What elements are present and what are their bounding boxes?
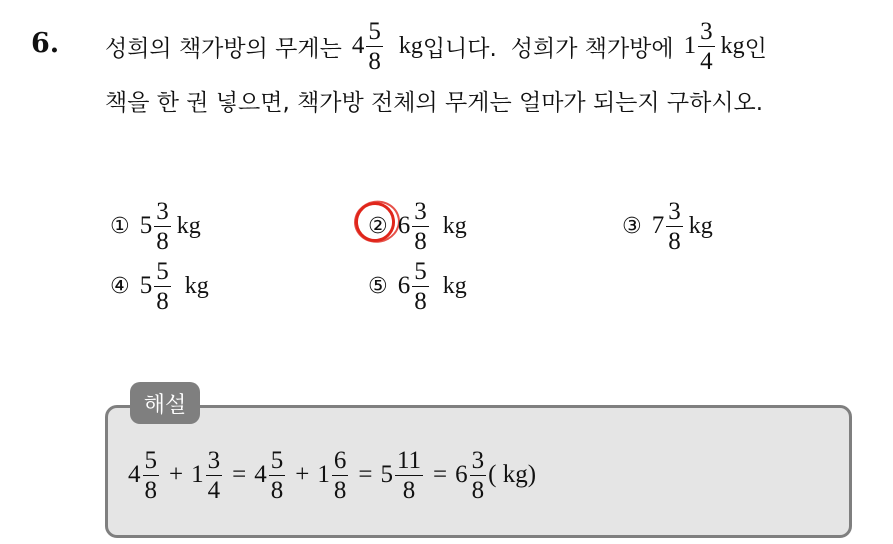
numerator: 6 — [333, 446, 347, 474]
weight1-fraction — [366, 19, 383, 74]
weight2-whole: 1 — [683, 32, 697, 59]
numerator: 11 — [396, 446, 422, 474]
denominator: 4 — [700, 47, 713, 75]
term-fraction — [206, 448, 223, 503]
choice-fraction — [412, 259, 429, 314]
denominator: 8 — [402, 476, 416, 504]
choice-mark: ⑤ — [368, 273, 388, 299]
plus-sign: + — [169, 461, 184, 488]
term-fraction — [143, 448, 160, 503]
numerator: 5 — [156, 257, 169, 285]
term-fraction — [395, 448, 423, 503]
choice-unit: kg — [184, 272, 209, 299]
numerator: 5 — [270, 446, 284, 474]
numerator: 3 — [471, 446, 485, 474]
equals-sign: = — [232, 461, 247, 488]
denominator: 8 — [368, 47, 381, 75]
denominator: 8 — [668, 227, 681, 255]
choice-whole: 7 — [651, 212, 665, 239]
question-text: 책을 한 권 넣으면, 책가방 전체의 무게는 얼마가 되는지 구하시오. — [105, 89, 764, 116]
term-fraction — [269, 448, 286, 503]
term-whole: 6 — [455, 461, 468, 488]
numerator: 3 — [700, 17, 713, 45]
question-number: 6. — [31, 28, 60, 59]
term-fraction — [470, 448, 487, 503]
question-line-2 — [105, 80, 763, 120]
choice-whole: 6 — [397, 212, 411, 239]
question-line-1 — [105, 18, 767, 74]
choice-mark: ① — [110, 213, 130, 239]
choice-whole: 5 — [139, 212, 153, 239]
numerator: 3 — [668, 197, 681, 225]
question-text: 입니다. — [422, 35, 497, 62]
choice-whole: 6 — [397, 272, 411, 299]
choice-2[interactable] — [368, 196, 467, 256]
question-text: 성희의 책가방의 무게는 — [105, 35, 342, 62]
denominator: 8 — [414, 287, 427, 315]
term-fraction — [332, 448, 349, 503]
choice-whole: 5 — [139, 272, 153, 299]
solution-tag: 해설 — [130, 382, 200, 424]
term-whole: 4 — [128, 461, 141, 488]
denominator: 8 — [333, 476, 347, 504]
numerator: 5 — [144, 446, 157, 474]
choice-mark: ④ — [110, 273, 130, 299]
equals-sign: = — [433, 461, 448, 488]
weight1-unit: kg — [398, 32, 423, 59]
question-text: 성희가 책가방에 — [510, 35, 674, 62]
choice-fraction — [412, 199, 429, 254]
choice-unit: kg — [442, 212, 467, 239]
denominator: 4 — [207, 476, 221, 504]
denominator: 8 — [156, 287, 169, 315]
numerator: 3 — [156, 197, 169, 225]
choice-5[interactable] — [368, 256, 467, 316]
equals-sign: = — [358, 461, 373, 488]
result-unit: ( kg) — [488, 461, 537, 488]
term-whole: 1 — [317, 461, 330, 488]
solution-equation — [128, 440, 536, 510]
term-whole: 5 — [380, 461, 393, 488]
choice-unit: kg — [688, 212, 713, 239]
denominator: 8 — [471, 476, 485, 504]
numerator: 5 — [414, 257, 427, 285]
choice-1[interactable] — [110, 196, 201, 256]
numerator: 3 — [207, 446, 221, 474]
weight1-whole: 4 — [351, 32, 365, 59]
term-whole: 4 — [254, 461, 267, 488]
numerator: 5 — [368, 17, 381, 45]
denominator: 8 — [270, 476, 284, 504]
denominator: 8 — [144, 476, 157, 504]
question-text: 인 — [744, 35, 767, 62]
term-whole: 1 — [191, 461, 204, 488]
choice-unit: kg — [176, 212, 201, 239]
choice-3[interactable] — [622, 196, 713, 256]
choice-fraction — [154, 199, 171, 254]
choice-fraction — [154, 259, 171, 314]
denominator: 8 — [414, 227, 427, 255]
weight2-unit: kg — [720, 32, 745, 59]
weight2-fraction — [698, 19, 715, 74]
choice-4[interactable] — [110, 256, 209, 316]
denominator: 8 — [156, 227, 169, 255]
plus-sign: + — [295, 461, 310, 488]
choice-mark: ③ — [622, 213, 642, 239]
choice-fraction — [666, 199, 683, 254]
choice-unit: kg — [442, 272, 467, 299]
numerator: 3 — [414, 197, 427, 225]
choice-mark: ② — [368, 213, 388, 239]
